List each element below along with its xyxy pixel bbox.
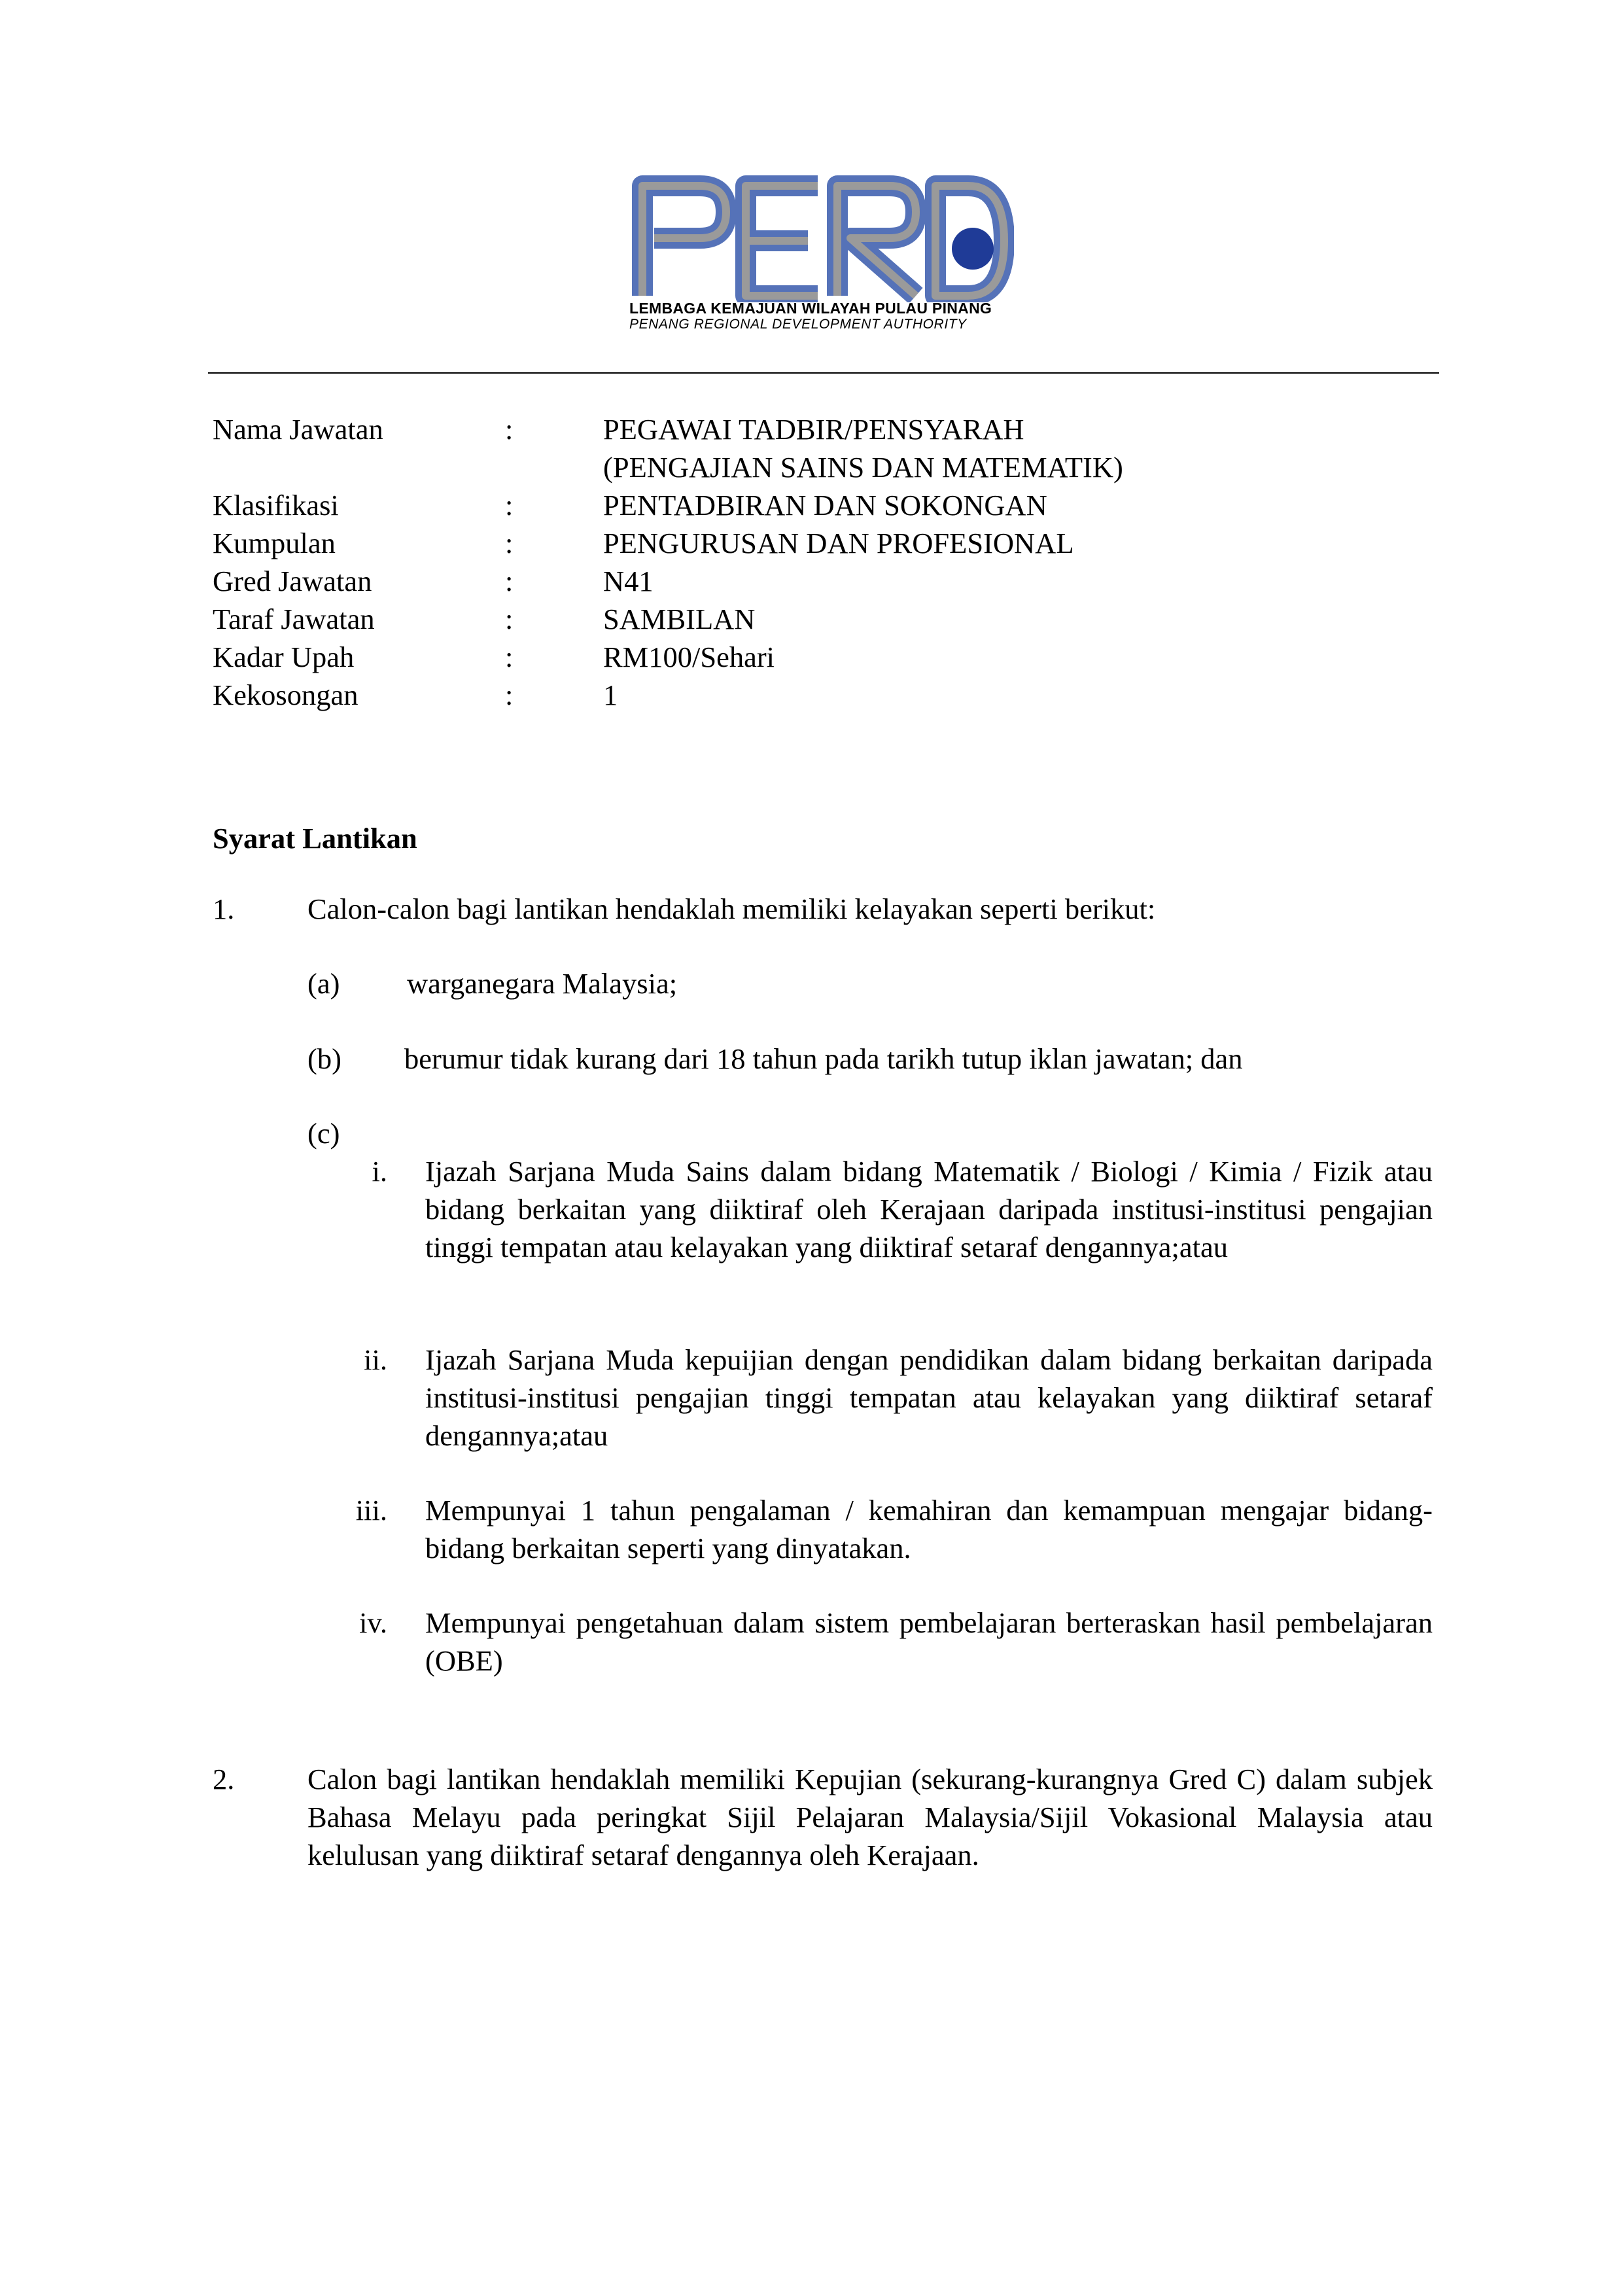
roman-text: Ijazah Sarjana Muda kepuijian dengan pendidikan dalam bidang berkaitan daripada institusi-institusi pengajian tinggi tempatan atau kelayakan yang diiktiraf setaraf dengannya;atau — [425, 1343, 1433, 1452]
detail-value-nama-jawatan-line2: (PENGAJIAN SAINS DAN MATEMATIK) — [603, 451, 1123, 484]
detail-label-gred-jawatan: Gred Jawatan — [213, 565, 372, 597]
roman-label: iv. — [359, 1606, 387, 1639]
detail-sep: : — [505, 679, 514, 711]
detail-value-nama-jawatan: PEGAWAI TADBIR/PENSYARAH — [603, 413, 1024, 446]
detail-value-taraf-jawatan: SAMBILAN — [603, 603, 756, 635]
perda-logo-mark — [628, 171, 1014, 302]
detail-value-klasifikasi: PENTADBIRAN DAN SOKONGAN — [603, 489, 1047, 521]
roman-text: Mempunyai pengetahuan dalam sistem pembelajaran berteraskan hasil pembelajaran (OBE) — [425, 1606, 1433, 1677]
roman-label: iii. — [355, 1494, 387, 1527]
sub-item-label: (c) — [307, 1117, 340, 1150]
detail-label-kekosongan: Kekosongan — [213, 679, 358, 711]
perda-logo — [628, 171, 1021, 335]
detail-label-nama-jawatan: Nama Jawatan — [213, 413, 383, 446]
detail-value-gred-jawatan: N41 — [603, 565, 654, 597]
detail-label-taraf-jawatan: Taraf Jawatan — [213, 603, 375, 635]
sub-item-text: berumur tidak kurang dari 18 tahun pada tarikh tutup iklan jawatan; dan — [404, 1042, 1243, 1075]
roman-label: i. — [372, 1155, 387, 1188]
logo-org-name-ms: LEMBAGA KEMAJUAN WILAYAH PULAU PINANG — [629, 300, 992, 317]
roman-text: Ijazah Sarjana Muda Sains dalam bidang Matematik / Biologi / Kimia / Fizik atau bidang berkaitan yang diiktiraf oleh Kerajaan daripada institusi-institusi pengajian tinggi tempatan atau kelayakan yang diiktiraf setaraf dengannya;atau — [425, 1155, 1433, 1263]
detail-sep: : — [505, 489, 514, 521]
roman-text: Mempunyai 1 tahun pengalaman / kemahiran dan kemampuan mengajar bidang-bidang berkaitan seperti yang dinyatakan. — [425, 1494, 1433, 1564]
item-text: Calon-calon bagi lantikan hendaklah memiliki kelayakan seperti berikut: — [307, 892, 1156, 925]
roman-label: ii. — [364, 1343, 387, 1376]
item-text: Calon bagi lantikan hendaklah memiliki Kepujian (sekurang-kurangnya Gred C) dalam subjek Bahasa Melayu pada peringkat Sijil Pelajaran Malaysia/Sijil Vokasional Malaysia atau kelulusan yang diiktiraf setaraf dengannya oleh Kerajaan. — [307, 1763, 1433, 1871]
detail-label-klasifikasi: Klasifikasi — [213, 489, 339, 521]
detail-sep: : — [505, 413, 514, 446]
item-number: 2. — [213, 1763, 235, 1795]
detail-label-kadar-upah: Kadar Upah — [213, 641, 355, 673]
detail-sep: : — [505, 603, 514, 635]
sub-item-text: warganegara Malaysia; — [407, 967, 678, 1000]
logo-org-name-en: PENANG REGIONAL DEVELOPMENT AUTHORITY — [629, 317, 967, 332]
detail-value-kekosongan: 1 — [603, 679, 618, 711]
section-title: Syarat Lantikan — [213, 822, 417, 855]
sub-item-label: (a) — [307, 967, 340, 1000]
detail-sep: : — [505, 641, 514, 673]
sub-item-label: (b) — [307, 1042, 341, 1075]
detail-sep: : — [505, 527, 514, 559]
detail-sep: : — [505, 565, 514, 597]
header-divider — [208, 372, 1439, 374]
detail-value-kadar-upah: RM100/Sehari — [603, 641, 775, 673]
item-number: 1. — [213, 892, 235, 925]
detail-label-kumpulan: Kumpulan — [213, 527, 336, 559]
detail-value-kumpulan: PENGURUSAN DAN PROFESIONAL — [603, 527, 1074, 559]
